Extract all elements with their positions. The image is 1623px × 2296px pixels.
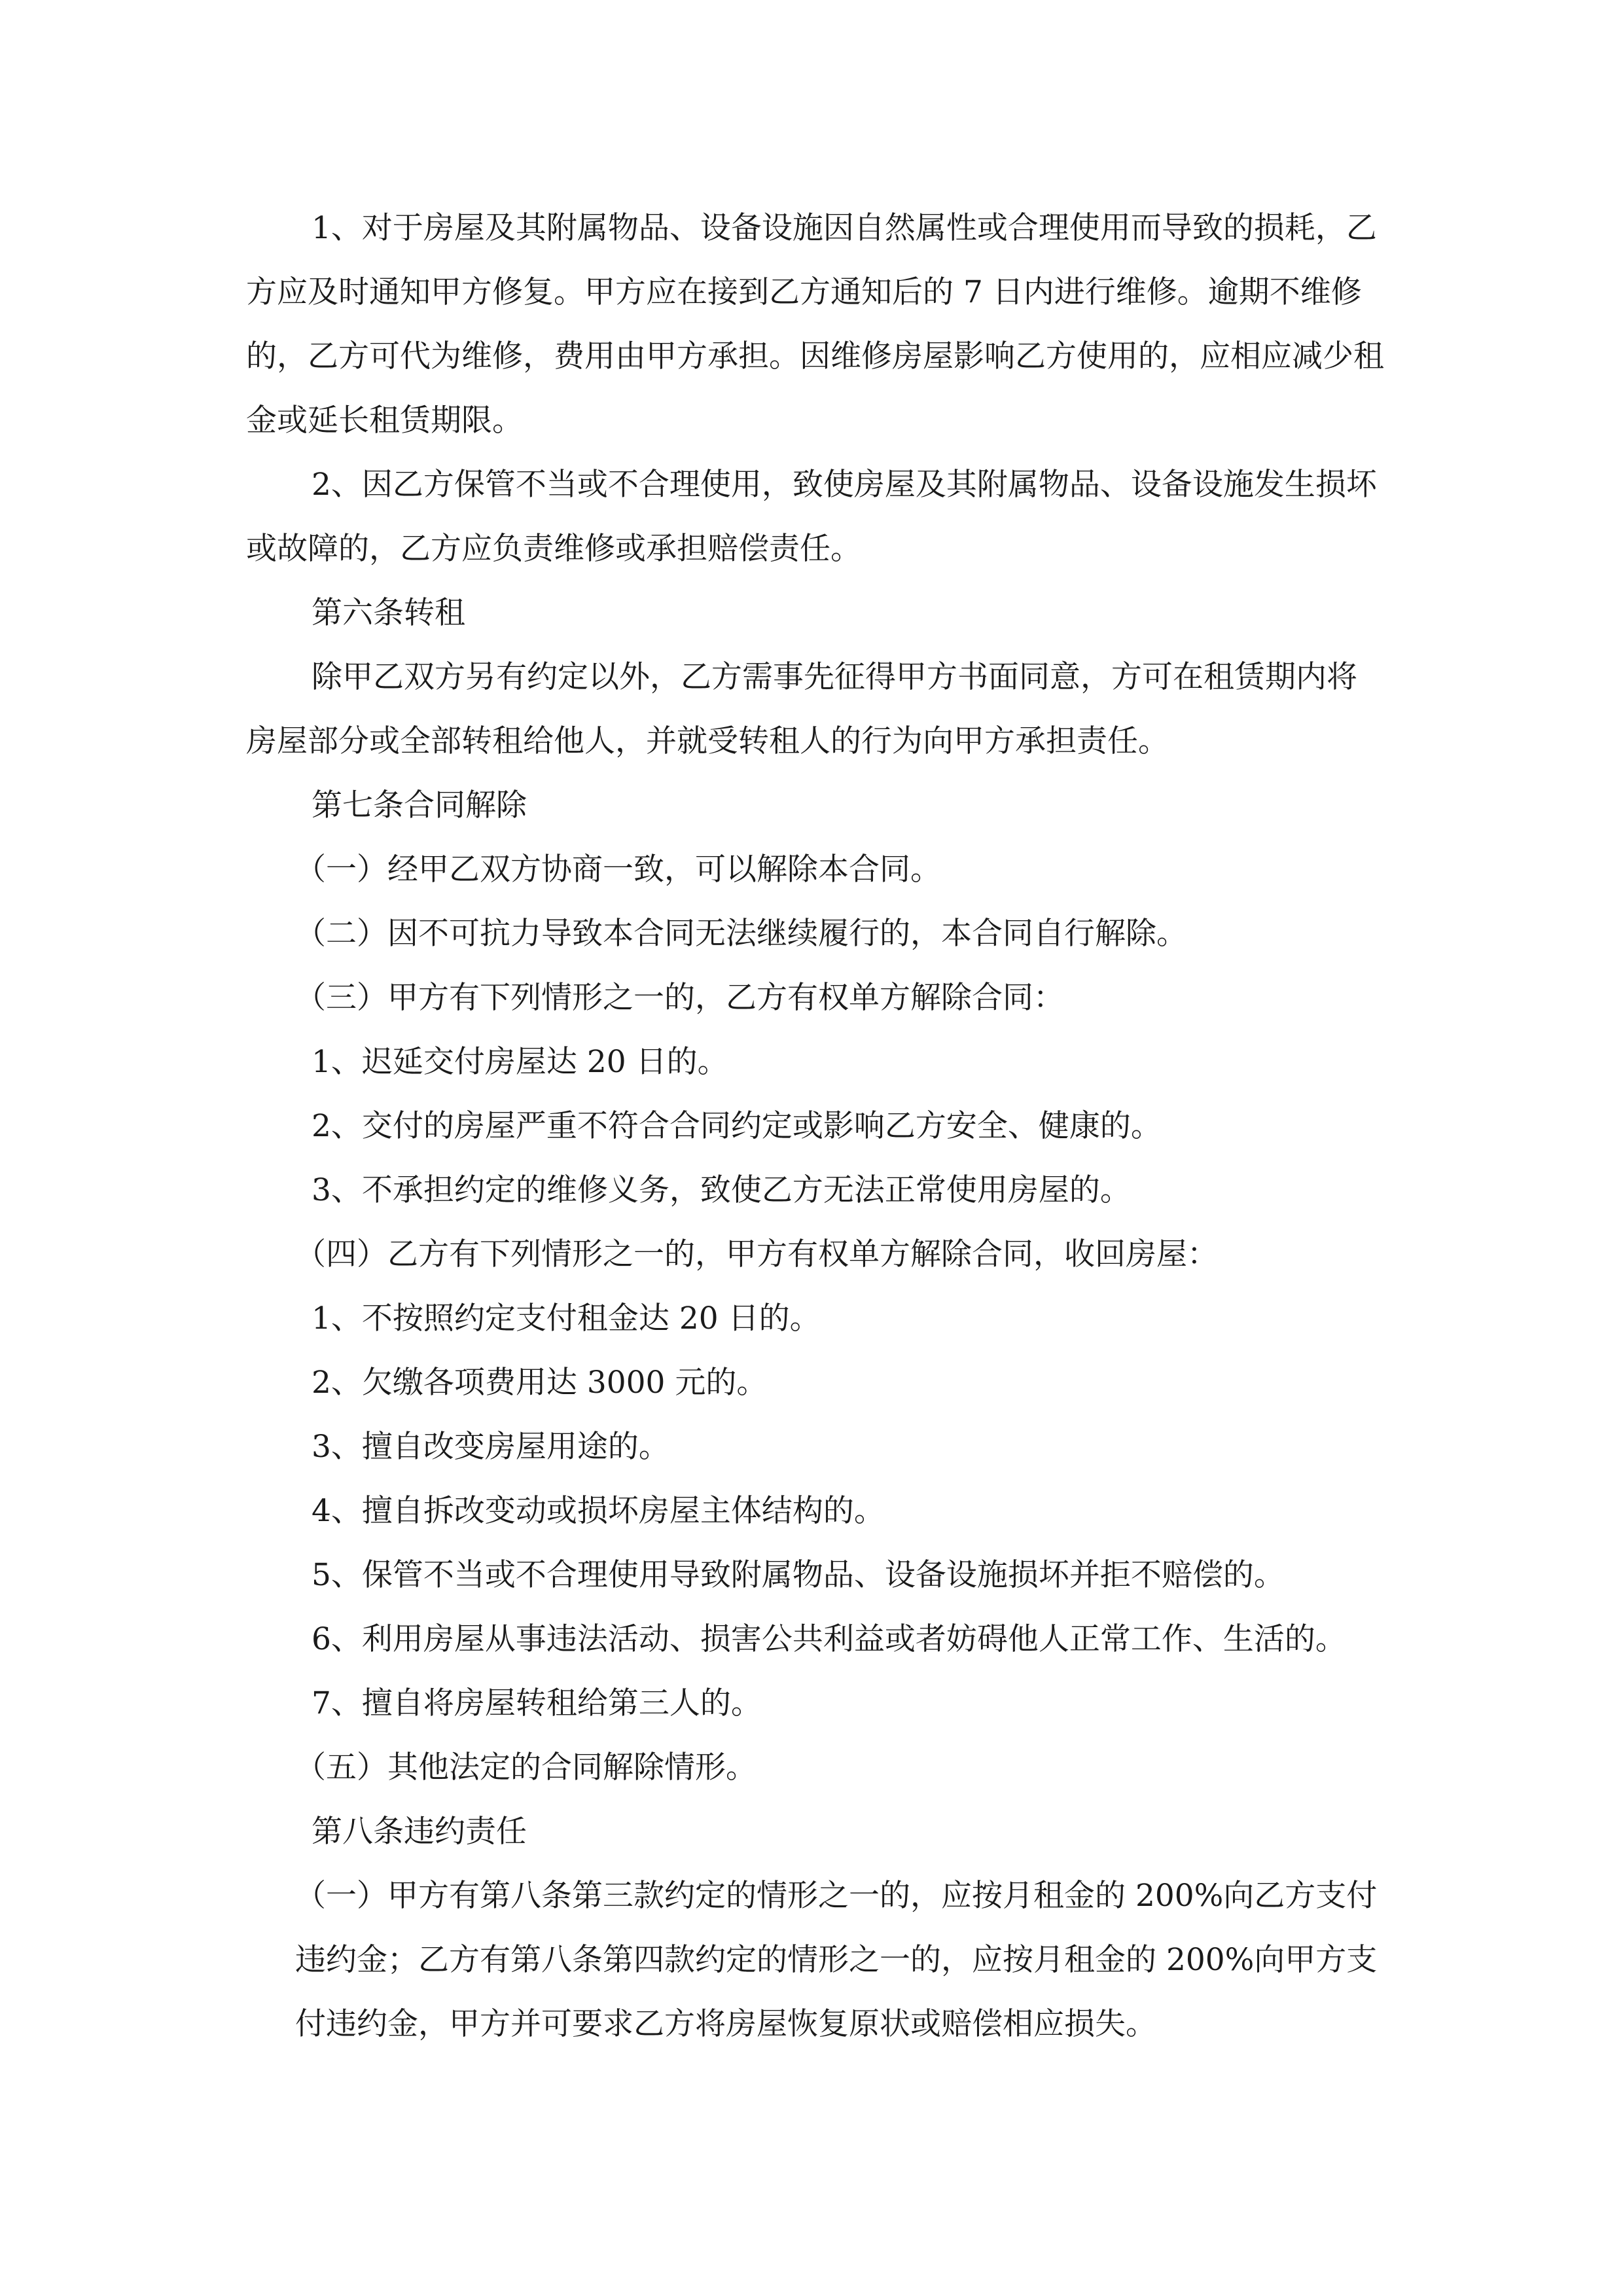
clause-8-1: （一）甲方有第八条第三款约定的情形之一的，应按月租金的 200%向乙方支付违约金；乙方有第八条第四款约定的情形之一的，应按月租金的 200%向甲方支付违约金，甲方并可要求乙方将房屋恢复原状或赔偿相应损失。: [295, 1878, 1378, 2042]
clause-7-3-item-2: 2、交付的房屋严重不符合合同约定或影响乙方安全、健康的。: [312, 1108, 1162, 1144]
clause-7-4: （四）乙方有下列情形之一的，甲方有权单方解除合同，收回房屋：: [295, 1236, 1218, 1272]
clause-7-3-item-3: 3、不承担约定的维修义务，致使乙方无法正常使用房屋的。: [312, 1172, 1131, 1208]
clause-7-5: （五）其他法定的合同解除情形。: [295, 1749, 757, 1785]
clause-7-4-item-7: 7、擅自将房屋转租给第三人的。: [312, 1685, 762, 1721]
clause-7-4-item-1: 1、不按照约定支付租金达 20 日的。: [312, 1300, 821, 1336]
clause-7-4-item-3: 3、擅自改变房屋用途的。: [312, 1429, 669, 1465]
clause-7-3: （三）甲方有下列情形之一的，乙方有权单方解除合同：: [295, 980, 1064, 1016]
article-6-heading: 第六条转租: [312, 595, 465, 631]
clause-7-4-item-4: 4、擅自拆改变动或损坏房屋主体结构的。: [312, 1493, 885, 1529]
article-8-heading: 第八条违约责任: [312, 1814, 527, 1850]
clause-7-4-item-2: 2、欠缴各项费用达 3000 元的。: [312, 1365, 768, 1401]
paragraph-sublease: 除甲乙双方另有约定以外，乙方需事先征得甲方书面同意，方可在租赁期内将房屋部分或全部转租给他人，并就受转租人的行为向甲方承担责任。: [246, 659, 1357, 759]
clause-7-2: （二）因不可抗力导致本合同无法继续履行的，本合同自行解除。: [295, 916, 1187, 952]
paragraph-repair-improper-use: 2、因乙方保管不当或不合理使用，致使房屋及其附属物品、设备设施发生损坏或故障的，乙方应负责维修或承担赔偿责任。: [246, 467, 1377, 567]
document-body: [246, 196, 1385, 2056]
clause-7-4-item-5: 5、保管不当或不合理使用导致附属物品、设备设施损坏并拒不赔偿的。: [312, 1557, 1285, 1593]
paragraph-repair-natural-wear: 1、对于房屋及其附属物品、设备设施因自然属性或合理使用而导致的损耗，乙方应及时通知甲方修复。甲方应在接到乙方通知后的 7 日内进行维修。逾期不维修的，乙方可代为维修，费用由甲方承担。因维修房屋影响乙方使用的，应相应减少租金或延长租赁期限。: [246, 210, 1384, 439]
clause-7-4-item-6: 6、利用房屋从事违法活动、损害公共利益或者妨碍他人正常工作、生活的。: [312, 1621, 1346, 1657]
clause-7-1: （一）经甲乙双方协商一致，可以解除本合同。: [295, 852, 941, 888]
article-7-heading: 第七条合同解除: [312, 787, 527, 823]
clause-7-3-item-1: 1、迟延交付房屋达 20 日的。: [312, 1044, 728, 1080]
